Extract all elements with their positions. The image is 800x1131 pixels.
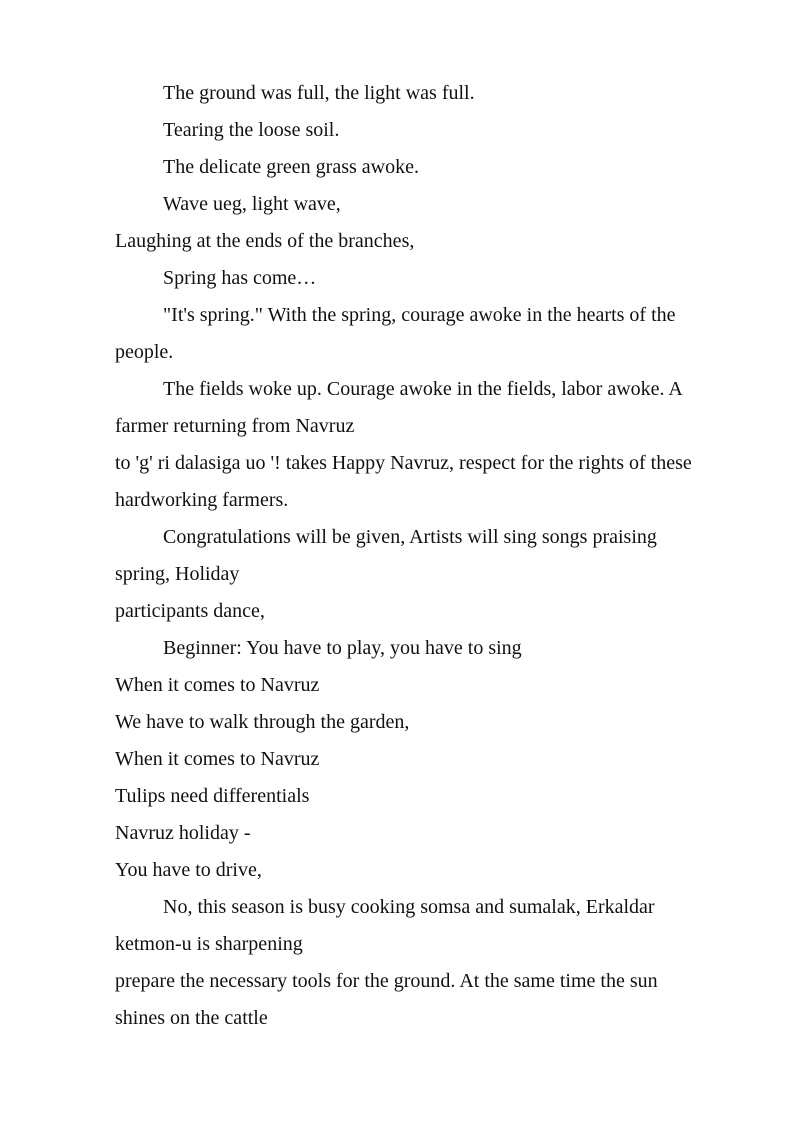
text-line: No, this season is busy cooking somsa and sumalak, Erkaldar <box>163 896 655 918</box>
text-line: When it comes to Navruz <box>115 748 320 770</box>
text-line: Wave ueg, light wave, <box>163 193 341 215</box>
text-line: ketmon-u is sharpening <box>115 933 303 955</box>
text-line: hardworking farmers. <box>115 489 289 511</box>
text-line: The ground was full, the light was full. <box>163 82 475 104</box>
text-line: shines on the cattle <box>115 1007 268 1029</box>
text-line: The delicate green grass awoke. <box>163 156 419 178</box>
text-line: Laughing at the ends of the branches, <box>115 230 415 252</box>
text-line: farmer returning from Navruz <box>115 415 355 437</box>
text-line: participants dance, <box>115 600 265 622</box>
text-line: We have to walk through the garden, <box>115 711 410 733</box>
text-line: Beginner: You have to play, you have to sing <box>163 637 522 659</box>
text-line: prepare the necessary tools for the ground. At the same time the sun <box>115 970 658 992</box>
text-line: Spring has come… <box>163 267 317 289</box>
text-line: The fields woke up. Courage awoke in the fields, labor awoke. A <box>163 378 683 400</box>
text-line: to 'g' ri dalasiga uo '! takes Happy Navruz, respect for the rights of these <box>115 452 692 474</box>
text-line: You have to drive, <box>115 859 262 881</box>
document-body <box>115 75 740 1037</box>
text-line: Navruz holiday - <box>115 822 251 844</box>
text-line: Tulips need differentials <box>115 785 310 807</box>
text-line: people. <box>115 341 174 363</box>
text-line: Tearing the loose soil. <box>163 119 340 141</box>
text-line: spring, Holiday <box>115 563 240 585</box>
text-line: "It's spring." With the spring, courage awoke in the hearts of the <box>163 304 676 326</box>
text-line: When it comes to Navruz <box>115 674 320 696</box>
text-line: Congratulations will be given, Artists will sing songs praising <box>163 526 657 548</box>
